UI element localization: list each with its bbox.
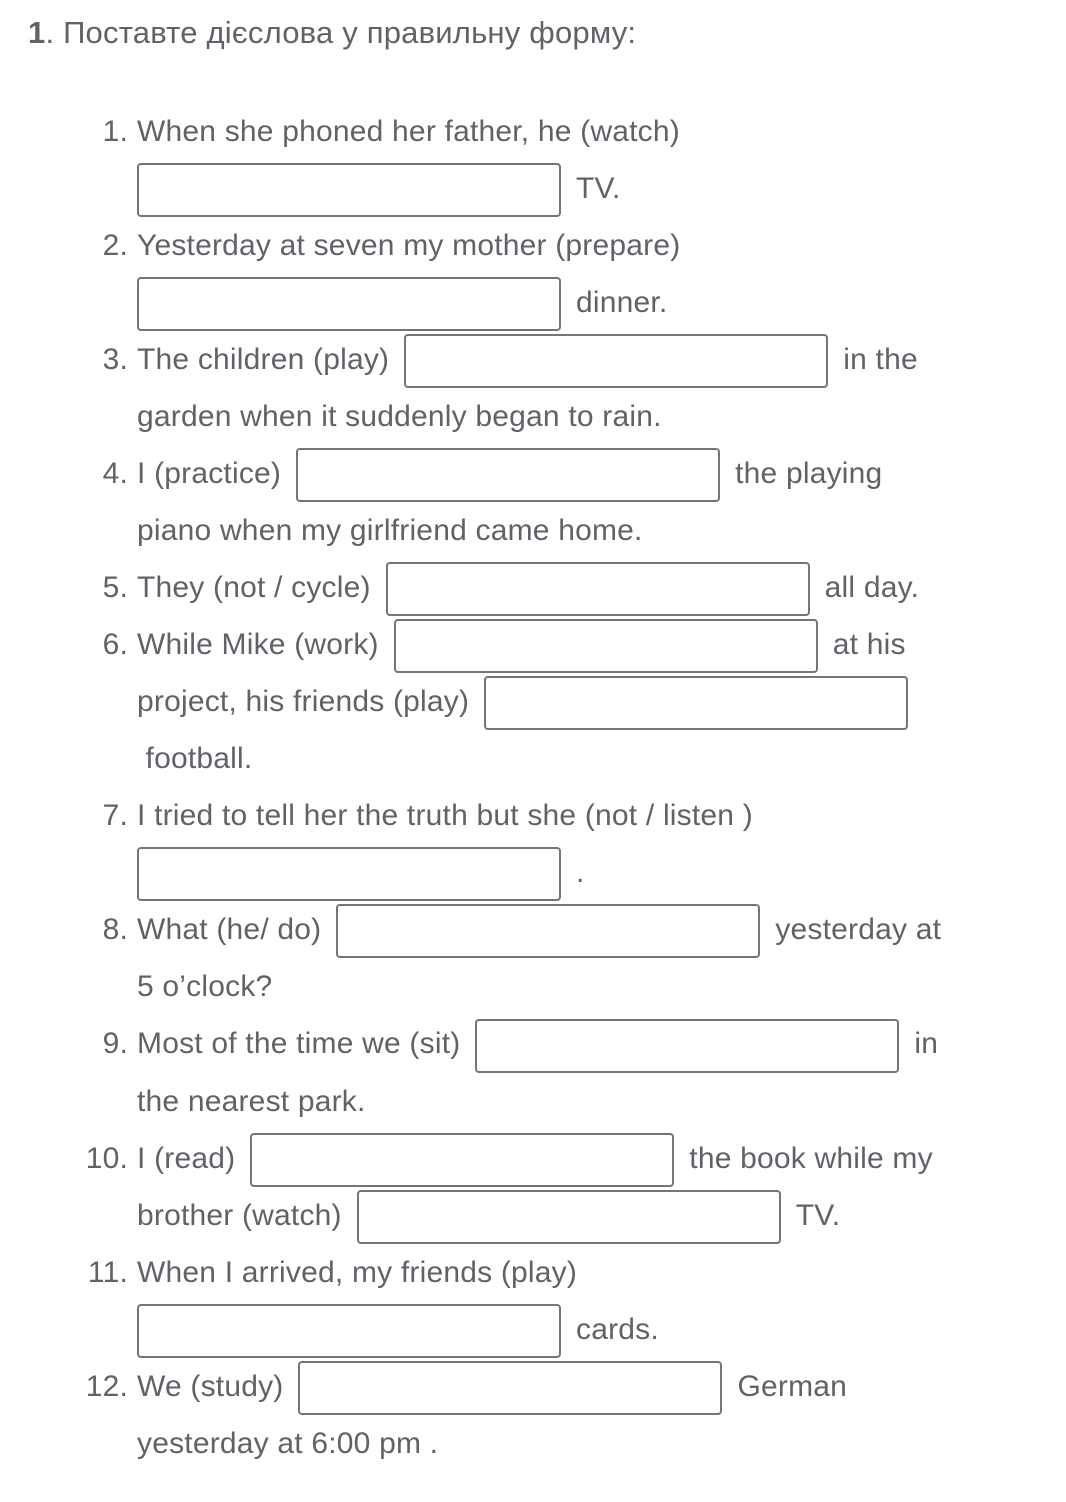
- item-text: We (study): [137, 1369, 284, 1403]
- item-text: at his: [832, 628, 906, 662]
- answer-input[interactable]: [336, 904, 760, 958]
- item-text: yesterday at 6:00 pm .: [137, 1426, 439, 1460]
- exercise-item: [0, 787, 1020, 901]
- item-number: 4.: [102, 456, 128, 490]
- answer-input[interactable]: [357, 1190, 781, 1244]
- title-text: . Поставте дієслова у правильну форму:: [45, 15, 637, 50]
- item-text: .: [576, 856, 585, 890]
- item-text: in: [914, 1027, 939, 1061]
- item-text: garden when it suddenly began to rain.: [137, 399, 662, 433]
- answer-input[interactable]: [394, 619, 818, 673]
- item-number: 8.: [102, 913, 128, 947]
- item-text: TV.: [795, 1198, 841, 1232]
- item-text: brother (watch): [137, 1198, 342, 1232]
- item-number: 3.: [102, 342, 128, 376]
- item-text: German: [737, 1369, 848, 1403]
- answer-input[interactable]: [137, 163, 561, 217]
- item-text: in the: [843, 342, 918, 376]
- exercise-item: [0, 331, 1020, 445]
- exercise-item: [0, 901, 1020, 1015]
- item-number: 1.: [102, 114, 128, 148]
- exercise-item: [0, 559, 1020, 616]
- answer-input[interactable]: [137, 847, 561, 901]
- item-number: 12.: [85, 1369, 128, 1403]
- exercise-item: [0, 1244, 1020, 1358]
- exercise-item: [0, 103, 1020, 217]
- answer-input[interactable]: [484, 676, 908, 730]
- item-text: the nearest park.: [137, 1084, 366, 1118]
- item-text: yesterday at: [775, 913, 942, 947]
- item-text: When I arrived, my friends (play): [137, 1255, 578, 1289]
- exercise-item: [0, 1015, 1020, 1129]
- title-number: 1: [28, 15, 46, 50]
- item-text: cards.: [576, 1312, 659, 1346]
- item-text: the playing: [735, 456, 883, 490]
- item-text: I tried to tell her the truth but she (not / listen ): [137, 799, 753, 833]
- item-text: I (read): [137, 1141, 236, 1175]
- item-text: While Mike (work): [137, 628, 379, 662]
- item-text: I (practice): [137, 456, 282, 490]
- answer-input[interactable]: [137, 1304, 561, 1358]
- exercise-list: [0, 103, 1020, 1472]
- item-text: football.: [137, 742, 253, 776]
- item-text: The children (play): [137, 342, 390, 376]
- exercise-item: [0, 1358, 1020, 1472]
- exercise-item: [0, 1130, 1020, 1244]
- answer-input[interactable]: [404, 334, 828, 388]
- exercise-item: [0, 445, 1020, 559]
- item-number: 6.: [102, 628, 128, 662]
- page-title: [0, 0, 1066, 53]
- item-text: TV.: [576, 171, 621, 205]
- item-number: 5.: [102, 571, 128, 605]
- item-text: They (not / cycle): [137, 571, 371, 605]
- item-text: the book while my: [689, 1141, 933, 1175]
- item-text: piano when my girlfriend came home.: [137, 514, 643, 548]
- answer-input[interactable]: [296, 448, 720, 502]
- answer-input[interactable]: [298, 1361, 722, 1415]
- answer-input[interactable]: [250, 1133, 674, 1187]
- item-text: project, his friends (play): [137, 685, 470, 719]
- item-text: Yesterday at seven my mother (prepare): [137, 228, 681, 262]
- item-number: 9.: [102, 1027, 128, 1061]
- item-text: 5 o’clock?: [137, 970, 273, 1004]
- item-text: all day.: [824, 571, 920, 605]
- item-text: Most of the time we (sit): [137, 1027, 461, 1061]
- item-text: What (he/ do): [137, 913, 322, 947]
- item-number: 7.: [102, 799, 128, 833]
- item-number: 2.: [102, 228, 128, 262]
- answer-input[interactable]: [137, 277, 561, 331]
- item-number: 10.: [85, 1141, 128, 1175]
- item-text: When she phoned her father, he (watch): [137, 114, 680, 148]
- answer-input[interactable]: [475, 1019, 899, 1073]
- item-text: dinner.: [576, 285, 668, 319]
- answer-input[interactable]: [386, 562, 810, 616]
- exercise-item: [0, 217, 1020, 331]
- exercise-item: [0, 616, 1020, 787]
- item-number: 11.: [87, 1255, 128, 1289]
